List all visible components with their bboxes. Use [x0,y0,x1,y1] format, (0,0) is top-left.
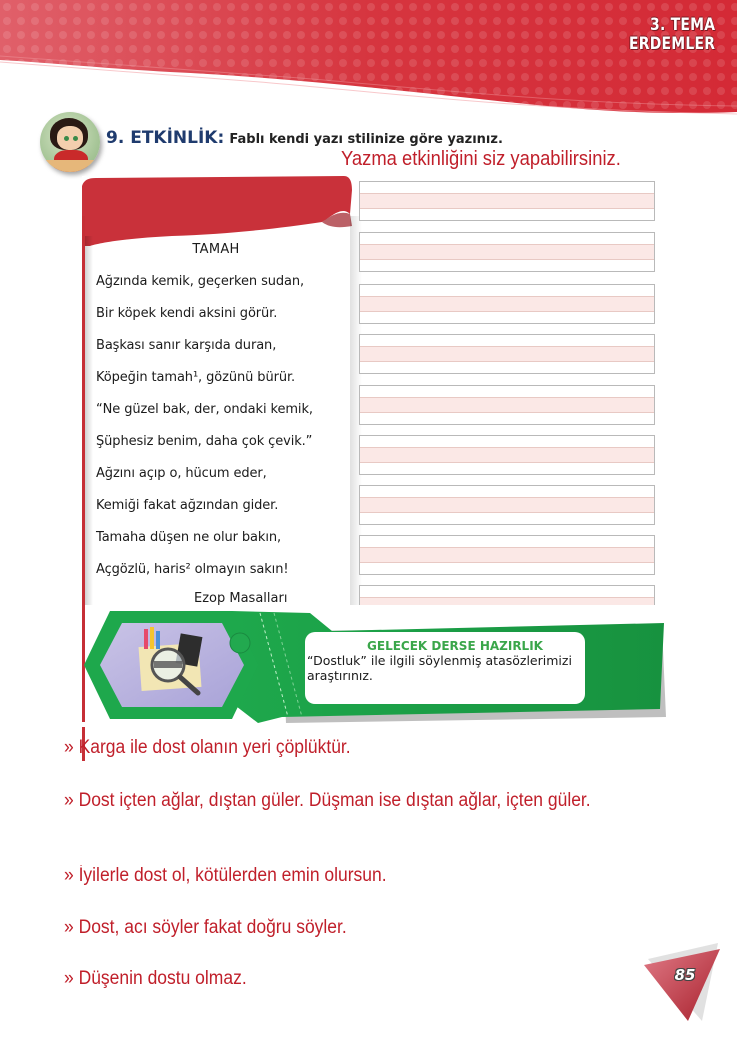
poem-line: Bir köpek kendi aksini görür. [96,306,278,321]
proverb-item: » Dost içten ağlar, dıştan güler. Düşman ise dıştan ağlar, içten güler. [64,790,591,811]
writing-line-3[interactable] [359,284,655,324]
writing-line-6[interactable] [359,435,655,475]
writing-line-1[interactable] [359,181,655,221]
poem-title: TAMAH [192,242,240,257]
proverb-item: » Düşenin dostu olmaz. [64,968,247,989]
writing-line-5[interactable] [359,385,655,425]
writing-line-7[interactable] [359,485,655,525]
poem-line: Ağzında kemik, geçerken sudan, [96,274,305,289]
poem-line: Şüphesiz benim, daha çok çevik.” [96,434,313,449]
theme-header-band [0,0,737,118]
proverb-item: » İyilerle dost ol, kötülerden emin olursun. [64,865,387,886]
poem-source: Ezop Masalları [194,591,288,605]
card-red-header-decoration [82,176,362,246]
theme-number: 3. TEMA [649,15,715,35]
header-wave-decoration [0,0,737,118]
theme-name: ERDEMLER [628,34,715,54]
poem-line: Ağzını açıp o, hücum eder, [96,466,267,481]
proverb-item: » Karga ile dost olanın yeri çöplüktür. [64,737,351,758]
proverb-item: » Dost, acı söyler fakat doğru söyler. [64,917,347,938]
girl-writing-avatar-icon [40,112,100,172]
next-lesson-banner [82,605,682,727]
theme-label [629,16,715,54]
page-number: 85 [674,966,696,984]
poem-line: Köpeğin tamah¹, gözünü bürür. [96,370,296,385]
poem-line: Açgözlü, haris² olmayın sakın! [96,562,289,577]
poem-line: “Ne güzel bak, der, ondaki kemik, [96,402,313,417]
poem-line: Tamaha düşen ne olur bakın, [96,530,282,545]
poem-line: Kemiği fakat ağzından gider. [96,498,279,513]
activity-number: 9. ETKİNLİK: [106,128,225,148]
next-lesson-box [305,632,585,704]
next-lesson-heading: GELECEK DERSE HAZIRLIK [367,639,543,653]
writing-line-8[interactable] [359,535,655,575]
writing-line-9[interactable] [359,585,655,605]
poem-line: Başkası sanır karşıda duran, [96,338,277,353]
activity-instruction: Fablı kendi yazı stilinize göre yazınız. [229,132,503,147]
writing-line-4[interactable] [359,334,655,374]
poem-card [82,176,350,606]
teacher-note: Yazma etkinliğini siz yapabilirsiniz. [341,148,621,170]
activity-title [106,128,503,148]
writing-line-2[interactable] [359,232,655,272]
next-lesson-text: “Dostluk” ile ilgili söylenmiş atasözlerimizi araştırınız. [307,653,572,683]
